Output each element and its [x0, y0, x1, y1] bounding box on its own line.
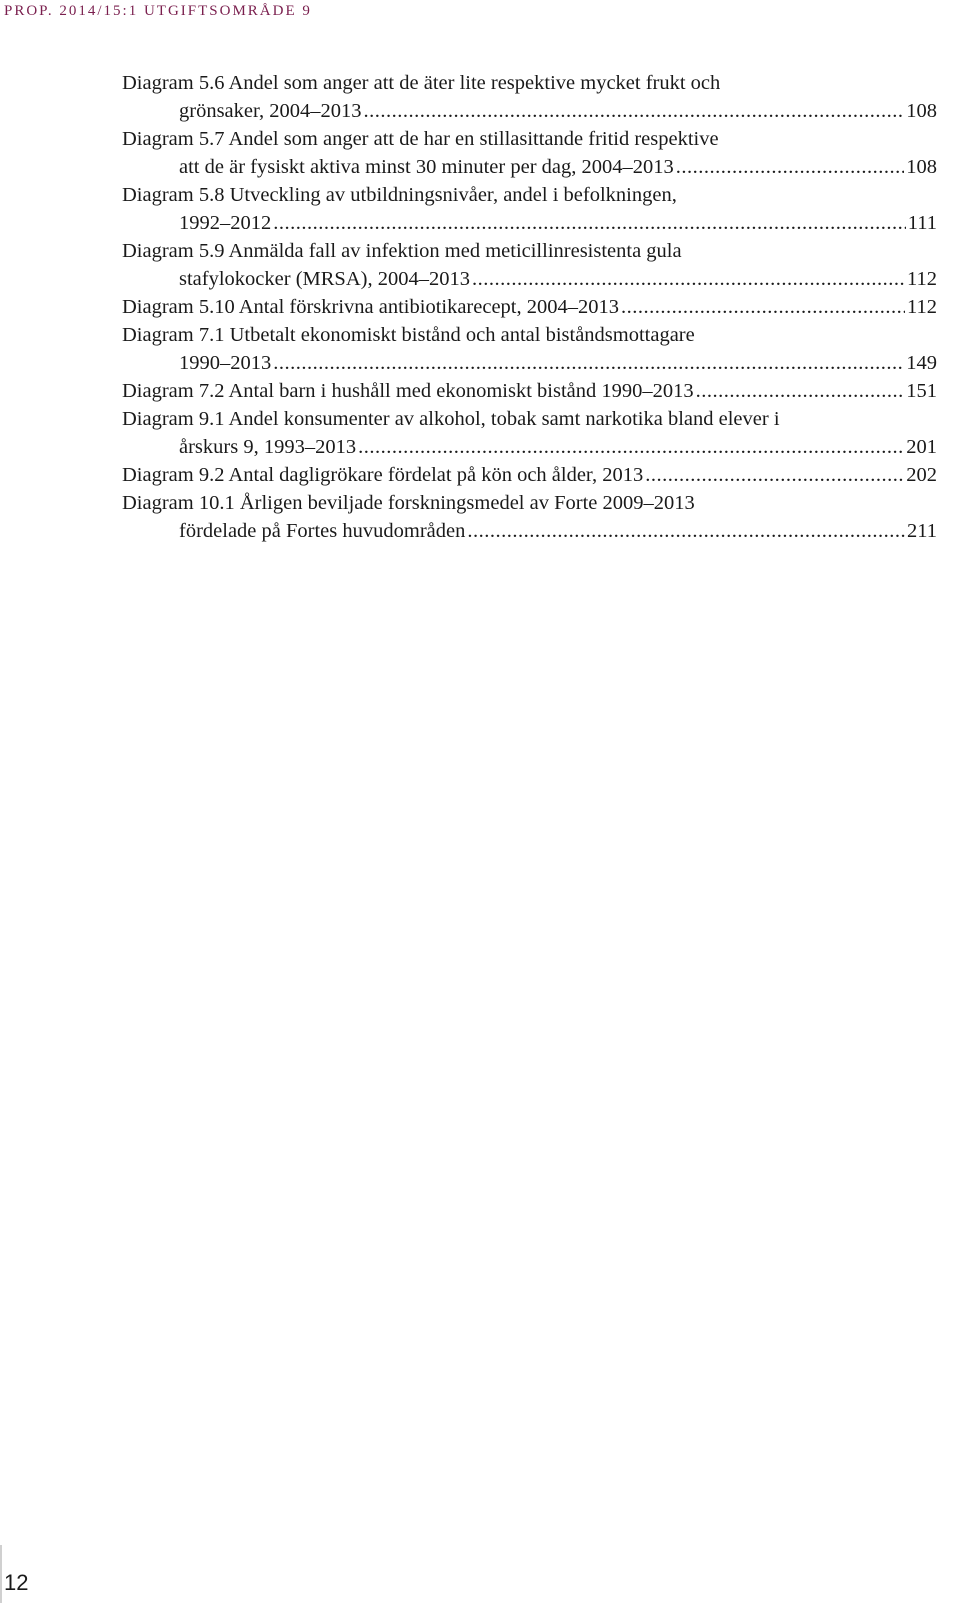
- toc-entry-title-continued: grönsaker, 2004–2013: [179, 100, 362, 122]
- toc-entry-title: Diagram 5.9 Anmälda fall av infektion med meticillinresistenta gula: [122, 240, 682, 262]
- toc-entry-title: Diagram 7.2 Antal barn i hushåll med ekonomiskt bistånd 1990–2013: [122, 380, 694, 402]
- toc-entry[interactable]: [122, 405, 937, 461]
- toc-entry-page: 149: [906, 352, 937, 374]
- toc-entry[interactable]: [122, 461, 937, 489]
- toc-entry[interactable]: [122, 489, 937, 545]
- toc-entry[interactable]: [122, 125, 937, 181]
- toc-entry-title-continued: fördelade på Fortes huvudområden: [179, 520, 466, 542]
- page-number: 12: [4, 1570, 29, 1595]
- dot-leader: [273, 209, 906, 237]
- toc-entry-title: Diagram 10.1 Årligen beviljade forskningsmedel av Forte 2009–2013: [122, 492, 695, 514]
- dot-leader: [358, 433, 904, 461]
- toc-entry[interactable]: [122, 181, 937, 237]
- toc-entry[interactable]: [122, 69, 937, 125]
- dot-leader: [696, 377, 905, 405]
- running-header: PROP. 2014/15:1 UTGIFTSOMRÅDE 9: [4, 3, 312, 19]
- dot-leader: [273, 349, 904, 377]
- toc-entry-title-continued: årskurs 9, 1993–2013: [179, 436, 357, 458]
- toc-entry-title: Diagram 5.6 Andel som anger att de äter lite respektive mycket frukt och: [122, 72, 721, 94]
- toc-entry[interactable]: [122, 377, 937, 405]
- dot-leader: [621, 293, 905, 321]
- toc-entry-title-continued: att de är fysiskt aktiva minst 30 minuter per dag, 2004–2013: [179, 156, 674, 178]
- dot-leader: [364, 97, 905, 125]
- dot-leader: [676, 153, 904, 181]
- toc-entry-title: Diagram 9.2 Antal dagligrökare fördelat på kön och ålder, 2013: [122, 464, 644, 486]
- toc-entry[interactable]: [122, 321, 937, 377]
- dot-leader: [645, 461, 904, 489]
- toc-entry-page: 112: [907, 268, 937, 290]
- toc-entry-page: 202: [906, 464, 937, 486]
- toc-entry-title: Diagram 5.8 Utveckling av utbildningsnivåer, andel i befolkningen,: [122, 184, 677, 206]
- toc-entry-title: Diagram 7.1 Utbetalt ekonomiskt bistånd och antal biståndsmottagare: [122, 324, 695, 346]
- table-of-contents: [122, 69, 937, 545]
- toc-entry-page: 151: [906, 380, 937, 402]
- toc-entry[interactable]: [122, 293, 937, 321]
- toc-entry-title-continued: 1992–2012: [179, 212, 272, 234]
- toc-entry-page: 201: [906, 436, 937, 458]
- dot-leader: [472, 265, 905, 293]
- toc-entry-title: Diagram 5.7 Andel som anger att de har en stillasittande fritid respektive: [122, 128, 719, 150]
- page-edge-rule: [0, 1545, 2, 1603]
- toc-entry-page: 211: [907, 520, 937, 542]
- toc-entry-title: Diagram 9.1 Andel konsumenter av alkohol, tobak samt narkotika bland elever i: [122, 408, 780, 430]
- toc-entry-title-continued: stafylokocker (MRSA), 2004–2013: [179, 268, 470, 290]
- toc-entry-page: 112: [907, 296, 937, 318]
- toc-entry-title: Diagram 5.10 Antal förskrivna antibiotikarecept, 2004–2013: [122, 296, 620, 318]
- toc-entry-title-continued: 1990–2013: [179, 352, 272, 374]
- dot-leader: [467, 517, 905, 545]
- toc-entry-page: 108: [906, 100, 937, 122]
- toc-entry[interactable]: [122, 237, 937, 293]
- toc-entry-page: 111: [907, 212, 937, 234]
- toc-entry-page: 108: [906, 156, 937, 178]
